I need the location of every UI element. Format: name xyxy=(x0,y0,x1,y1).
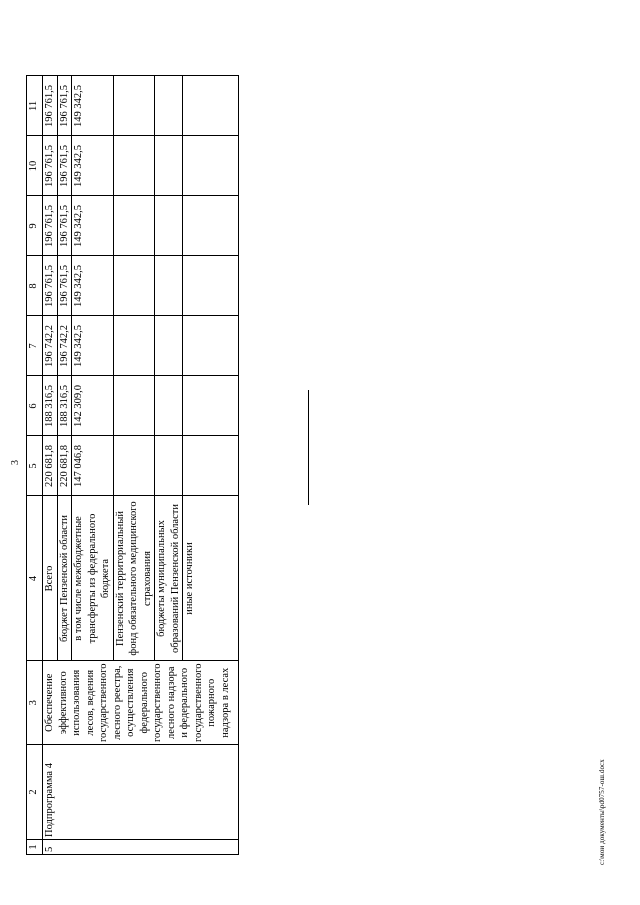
value-cell: 196 761,5 xyxy=(43,196,58,256)
row-number-cell: 5 xyxy=(43,840,239,855)
value-cell xyxy=(183,256,239,316)
header-cell: 10 xyxy=(27,136,43,196)
source-label: иные источники xyxy=(183,496,239,661)
value-cell xyxy=(183,136,239,196)
value-cell: 188 316,5 xyxy=(43,376,58,436)
value-cell xyxy=(113,436,155,496)
value-cell xyxy=(155,316,183,376)
header-cell: 9 xyxy=(27,196,43,256)
value-cell xyxy=(113,376,155,436)
value-cell: 149 342,5 xyxy=(72,196,114,256)
header-row xyxy=(27,76,43,855)
value-cell xyxy=(183,76,239,136)
program-name-cell: Подпрограмма 4 xyxy=(43,745,239,840)
source-label: Пензенский территориальный фонд обязательного медицинского страхования xyxy=(113,496,155,661)
value-cell: 196 742,2 xyxy=(57,316,72,376)
file-path-footer: c:\мои документы\pd0757-ош.docx xyxy=(598,759,606,865)
value-cell xyxy=(155,256,183,316)
source-label: Всего xyxy=(43,496,58,661)
value-cell xyxy=(183,196,239,256)
value-cell: 188 316,5 xyxy=(57,376,72,436)
table-row xyxy=(43,76,58,855)
signature-line xyxy=(308,390,309,505)
value-cell: 147 046,8 xyxy=(72,436,114,496)
value-cell: 149 342,5 xyxy=(72,256,114,316)
value-cell: 149 342,5 xyxy=(72,76,114,136)
source-label: бюджет Пензенской области xyxy=(57,496,72,661)
value-cell: 196 761,5 xyxy=(57,136,72,196)
value-cell xyxy=(155,136,183,196)
value-cell: 220 681,8 xyxy=(57,436,72,496)
value-cell xyxy=(113,196,155,256)
header-cell: 7 xyxy=(27,316,43,376)
value-cell xyxy=(183,376,239,436)
value-cell: 220 681,8 xyxy=(43,436,58,496)
source-label: бюджеты муниципальных образований Пензенской области xyxy=(155,496,183,661)
value-cell xyxy=(113,136,155,196)
page-number: 3 xyxy=(10,460,21,465)
value-cell: 149 342,5 xyxy=(72,316,114,376)
value-cell xyxy=(113,76,155,136)
value-cell xyxy=(155,376,183,436)
value-cell: 142 309,0 xyxy=(72,376,114,436)
value-cell: 196 761,5 xyxy=(43,256,58,316)
value-cell: 196 761,5 xyxy=(43,136,58,196)
value-cell: 196 761,5 xyxy=(57,256,72,316)
value-cell xyxy=(155,196,183,256)
header-cell: 3 xyxy=(27,661,43,745)
header-cell: 11 xyxy=(27,76,43,136)
header-cell: 8 xyxy=(27,256,43,316)
description-cell: Обеспечение эффективного использования лесов, ведения государственного лесного реестра, осуществления федерального государственного лесного надзора и федерального государственного пожарного надзора в лесах xyxy=(43,661,239,745)
value-cell: 196 742,2 xyxy=(43,316,58,376)
value-cell: 196 761,5 xyxy=(57,76,72,136)
value-cell xyxy=(183,436,239,496)
header-cell: 1 xyxy=(27,840,43,855)
value-cell xyxy=(113,316,155,376)
value-cell: 196 761,5 xyxy=(57,196,72,256)
header-cell: 6 xyxy=(27,376,43,436)
header-cell: 2 xyxy=(27,745,43,840)
value-cell xyxy=(113,256,155,316)
header-cell: 4 xyxy=(27,496,43,661)
header-cell: 5 xyxy=(27,436,43,496)
value-cell xyxy=(155,76,183,136)
source-label: в том числе межбюджетные трансферты из федерального бюджета xyxy=(72,496,114,661)
value-cell: 196 761,5 xyxy=(43,76,58,136)
value-cell: 149 342,5 xyxy=(72,136,114,196)
budget-table xyxy=(26,75,239,855)
value-cell xyxy=(183,316,239,376)
value-cell xyxy=(155,436,183,496)
